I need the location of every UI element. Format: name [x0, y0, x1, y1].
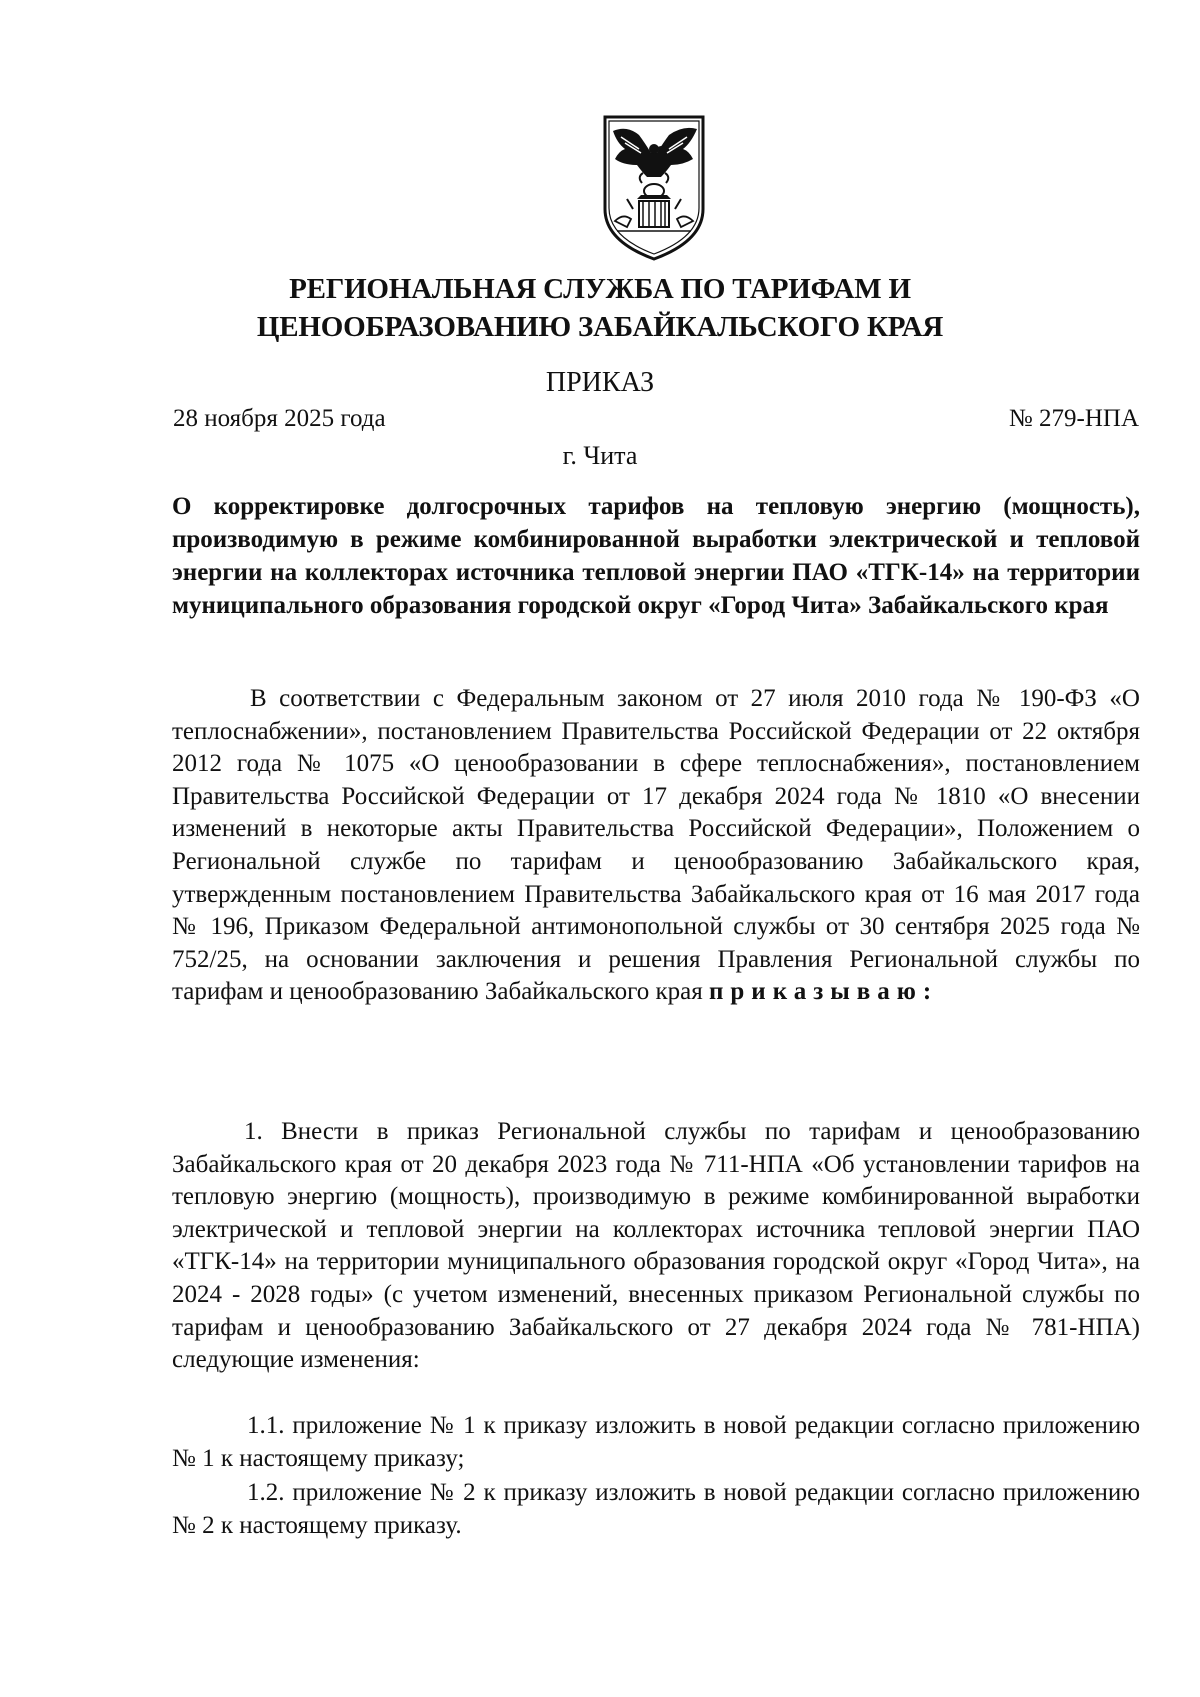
document-date: 28 ноября 2025 года — [173, 405, 386, 432]
coat-of-arms-icon — [599, 113, 709, 263]
document-subject: О корректировке долгосрочных тарифов на тепловую энергию (мощность), производимую в режиме комбинированной выработки электрической и тепловой энергии на коллекторах источника тепловой энергии ПАО «ТГК-14» на территории муниципального образования городской округ «Город Чита» Забайкальского края — [172, 493, 1140, 619]
item-1-paragraph: 1. Внести в приказ Региональной службы по тарифам и ценообразованию Забайкальского края от 20 декабря 2023 года № 711-НПА «Об установлении тарифов на тепловую энергию (мощность), производимую в режиме комбинированной выработки электрической и тепловой энергии на коллекторах источника тепловой энергии ПАО «ТГК-14» на территории муниципального образования городской округ «Город Чита», на 2024 - 2028 годы» (с учетом изменений, внесенных приказом Региональной службы по тарифам и ценообразованию Забайкальского от 27 декабря 2024 года № 781-НПА) следующие изменения: — [172, 1118, 1140, 1374]
document-type: ПРИКАЗ — [545, 367, 655, 398]
item-1-2-paragraph: 1.2. приложение № 2 к приказу изложить в новой редакции согласно приложению № 2 к настоящему приказу. — [172, 1479, 1140, 1539]
preamble-paragraph — [172, 683, 1140, 1009]
preamble-text: В соответствии с Федеральным законом от 27 июля 2010 года № 190-ФЗ «О теплоснабжении», постановлением Правительства Российской Федерации от 22 октября 2012 года № 1075 «О ценообразовании в сфере теплоснабжения», постановлением Правительства Российской Федерации от 17 декабря 2024 года № 1810 «О внесении изменений в некоторые акты Правительства Российской Федерации», Положением о Региональной службе по тарифам и ценообразованию Забайкальского края, утвержденным постановлением Правительства Забайкальского края от 16 мая 2017 года № 196, Приказом Федеральной антимонопольной службы от 30 сентября 2025 года № 752/25, на основании заключения и решения Правления Региональной службы по тарифам и ценообразованию Забайкальского края — [172, 685, 1140, 1006]
organization-title-line-1: РЕГИОНАЛЬНАЯ СЛУЖБА ПО ТАРИФАМ И — [289, 273, 911, 305]
organization-title-line-2: ЦЕНООБРАЗОВАНИЮ ЗАБАЙКАЛЬСКОГО КРАЯ — [256, 311, 944, 343]
item-1-1-paragraph: 1.1. приложение № 1 к приказу изложить в новой редакции согласно приложению № 1 к настоящему приказу; — [172, 1412, 1140, 1472]
document-city: г. Чита — [562, 441, 638, 470]
decree-word: приказываю: — [708, 978, 939, 1006]
organization-title — [200, 270, 1000, 346]
document-number: № 279-НПА — [1008, 405, 1139, 432]
